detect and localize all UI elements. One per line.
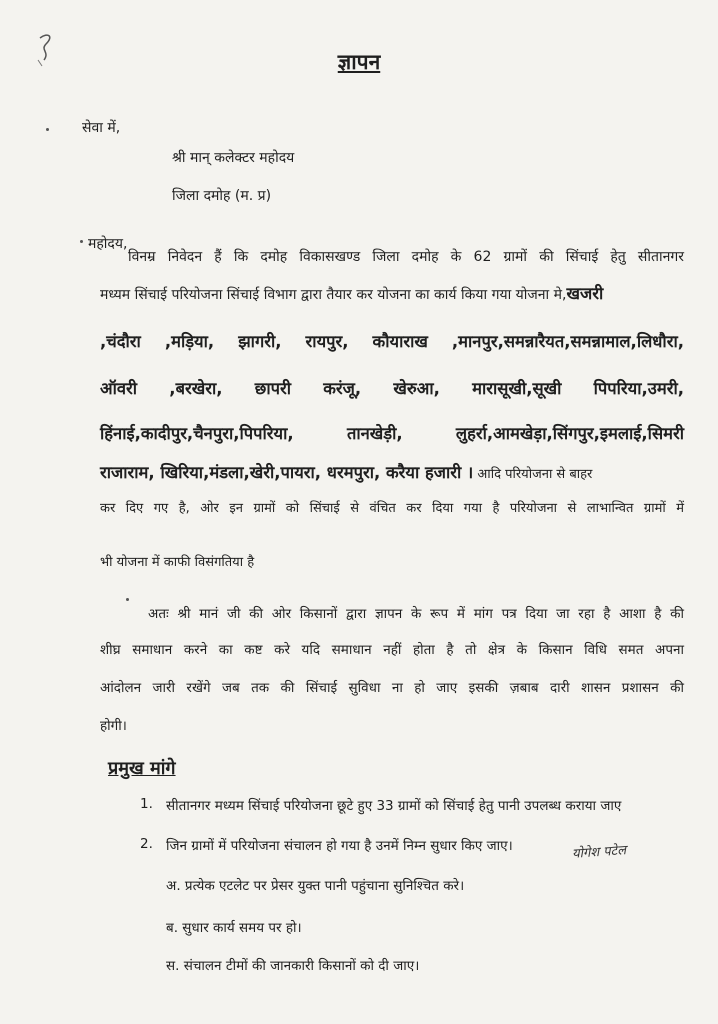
sub-demand-a: अ. प्रत्येक एटलेट पर प्रेसर युक्त पानी पहुंचाना सुनिश्चित करे। [166,878,465,894]
demands-heading: प्रमुख मांगे [108,758,176,779]
sub-demand-b: ब. सुधार कार्य समय पर हो। [166,920,302,936]
margin-dot [80,240,83,243]
addressee-line-2: श्री मान् कलेक्टर महोदय [172,150,295,166]
sub-demand-c: स. संचालन टीमों की जानकारी किसानों को दी जाए। [166,958,420,974]
paragraph2-line4: होगी। [100,718,127,734]
handwritten-signature: योगेश पटेल [571,843,627,862]
paragraph1-line1: विनम्र निवेदन हैं कि दमोह विकासखण्ड जिला दमोह के 62 ग्रामों की सिंचाई हेतु सीतानगर [128,249,684,265]
addressee-line-1: सेवा में, [82,120,121,136]
paragraph2-line3: आंदोलन जारी रखेंगे जब तक की सिंचाई सुविधा ना हो जाए इसकी ज़बाब दारी शासन प्रशासन की [100,680,684,696]
paragraph2-line1: अतः श्री मानं जी की ओर किसानों द्वारा ज्ञापन के रूप में मांग पत्र दिया जा रहा है आशा है की [148,606,684,622]
villages-line-2: ऑवरी ,बरखेरा, छापरी करंजू, खेरुआ, मारासूखी,सूखी पिपरिया,उमरी, [100,379,684,398]
villages-line-4-bold: राजाराम, खिरिया,मंडला,खेरी,पायरा, धरमपुरा, करैया हजारी । [100,463,474,482]
page-title: ज्ञापन [337,50,381,74]
village-khajri: खजरी [566,284,604,303]
demand-2-text: जिन ग्रामों में परियोजना संचालन हो गया है उनमें निम्न सुधार किए जाए। [166,838,513,854]
paragraph1-line2-text: मध्यम सिंचाई परियोजना सिंचाई विभाग द्वारा तैयार कर योजना का कार्य किया गया योजना मे, [100,287,567,303]
villages-line-3: हिंनाई,कादीपुर,चैनपुरा,पिपरिया, तानखेड़ी, लुहर्रा,आमखेड़ा,सिंगपुर,इमलाई,सिमरी [100,424,684,443]
salutation: महोदय, [88,236,128,252]
paragraph1-line2 [100,283,690,306]
paragraph1-line8: भी योजना में काफी विसंगतिया है [100,555,255,570]
demand-2-number: 2. [140,836,153,852]
villages-line-4 [100,462,690,486]
paragraph2-line2: शीघ्र समाधान करने का कष्ट करे यदि समाधान नहीं होता है तो क्षेत्र के किसान विधि समत अपना [100,642,684,658]
paragraph1-line7: कर दिए गए है, ओर इन ग्रामों को सिंचाई से वंचित कर दिया गया है परियोजना से लाभान्वित ग्रामों में [100,501,684,516]
villages-line-1: ,चंदौरा ,मड़िया, झागरी, रायपुर, कौयाराख ,मानपुर,समन्नारैयत,समन्नामाल,लिधौरा, [100,332,684,351]
demand-1-number: 1. [140,796,153,812]
margin-dot [126,598,129,601]
demand-1-text: सीतानगर मध्यम सिंचाई परियोजना छूटे हुए 33 ग्रामों को सिंचाई हेतु पानी उपलब्ध कराया जाए [166,798,622,814]
villages-line-4-text: आदि परियोजना से बाहर [473,467,593,482]
margin-dot [46,128,49,131]
addressee-line-3: जिला दमोह (म. प्र) [172,188,272,204]
